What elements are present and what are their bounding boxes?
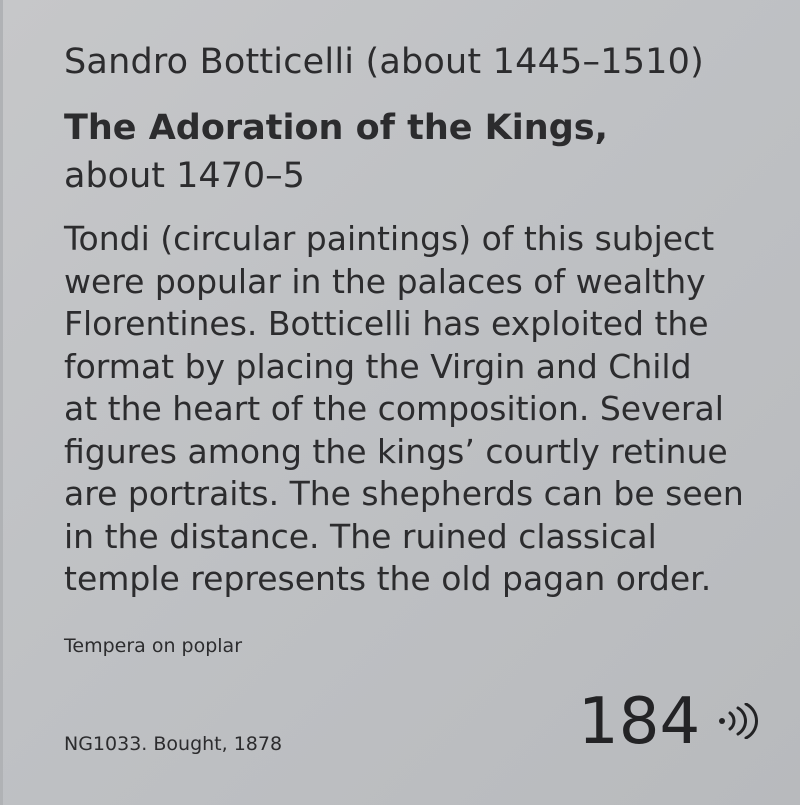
artist-line: Sandro Botticelli (about 1445–1510) — [64, 42, 704, 82]
audio-guide-number: 184 — [578, 685, 701, 759]
artwork-medium: Tempera on poplar — [64, 635, 243, 657]
description-line: in the distance. The ruined classical — [64, 516, 657, 556]
artwork-title: The Adoration of the Kings, — [64, 108, 608, 148]
audio-guide-icon — [716, 703, 760, 739]
artwork-description — [64, 218, 764, 601]
description-line: at the heart of the composition. Several — [64, 389, 724, 428]
description-line: were popular in the palaces of wealthy — [64, 261, 706, 301]
artwork-date: about 1470–5 — [64, 156, 305, 196]
description-line: are portraits. The shepherds can be seen — [64, 474, 744, 513]
description-line: Tondi (circular paintings) of this subject — [64, 219, 715, 258]
description-line: temple represents the old pagan order. — [64, 559, 712, 598]
description-line: Florentines. Botticelli has exploited the — [64, 304, 709, 343]
description-line: format by placing the Virgin and Child — [64, 346, 692, 386]
accession-info: NG1033. Bought, 1878 — [64, 733, 283, 755]
description-line: figures among the kings’ courtly retinue — [64, 431, 728, 471]
